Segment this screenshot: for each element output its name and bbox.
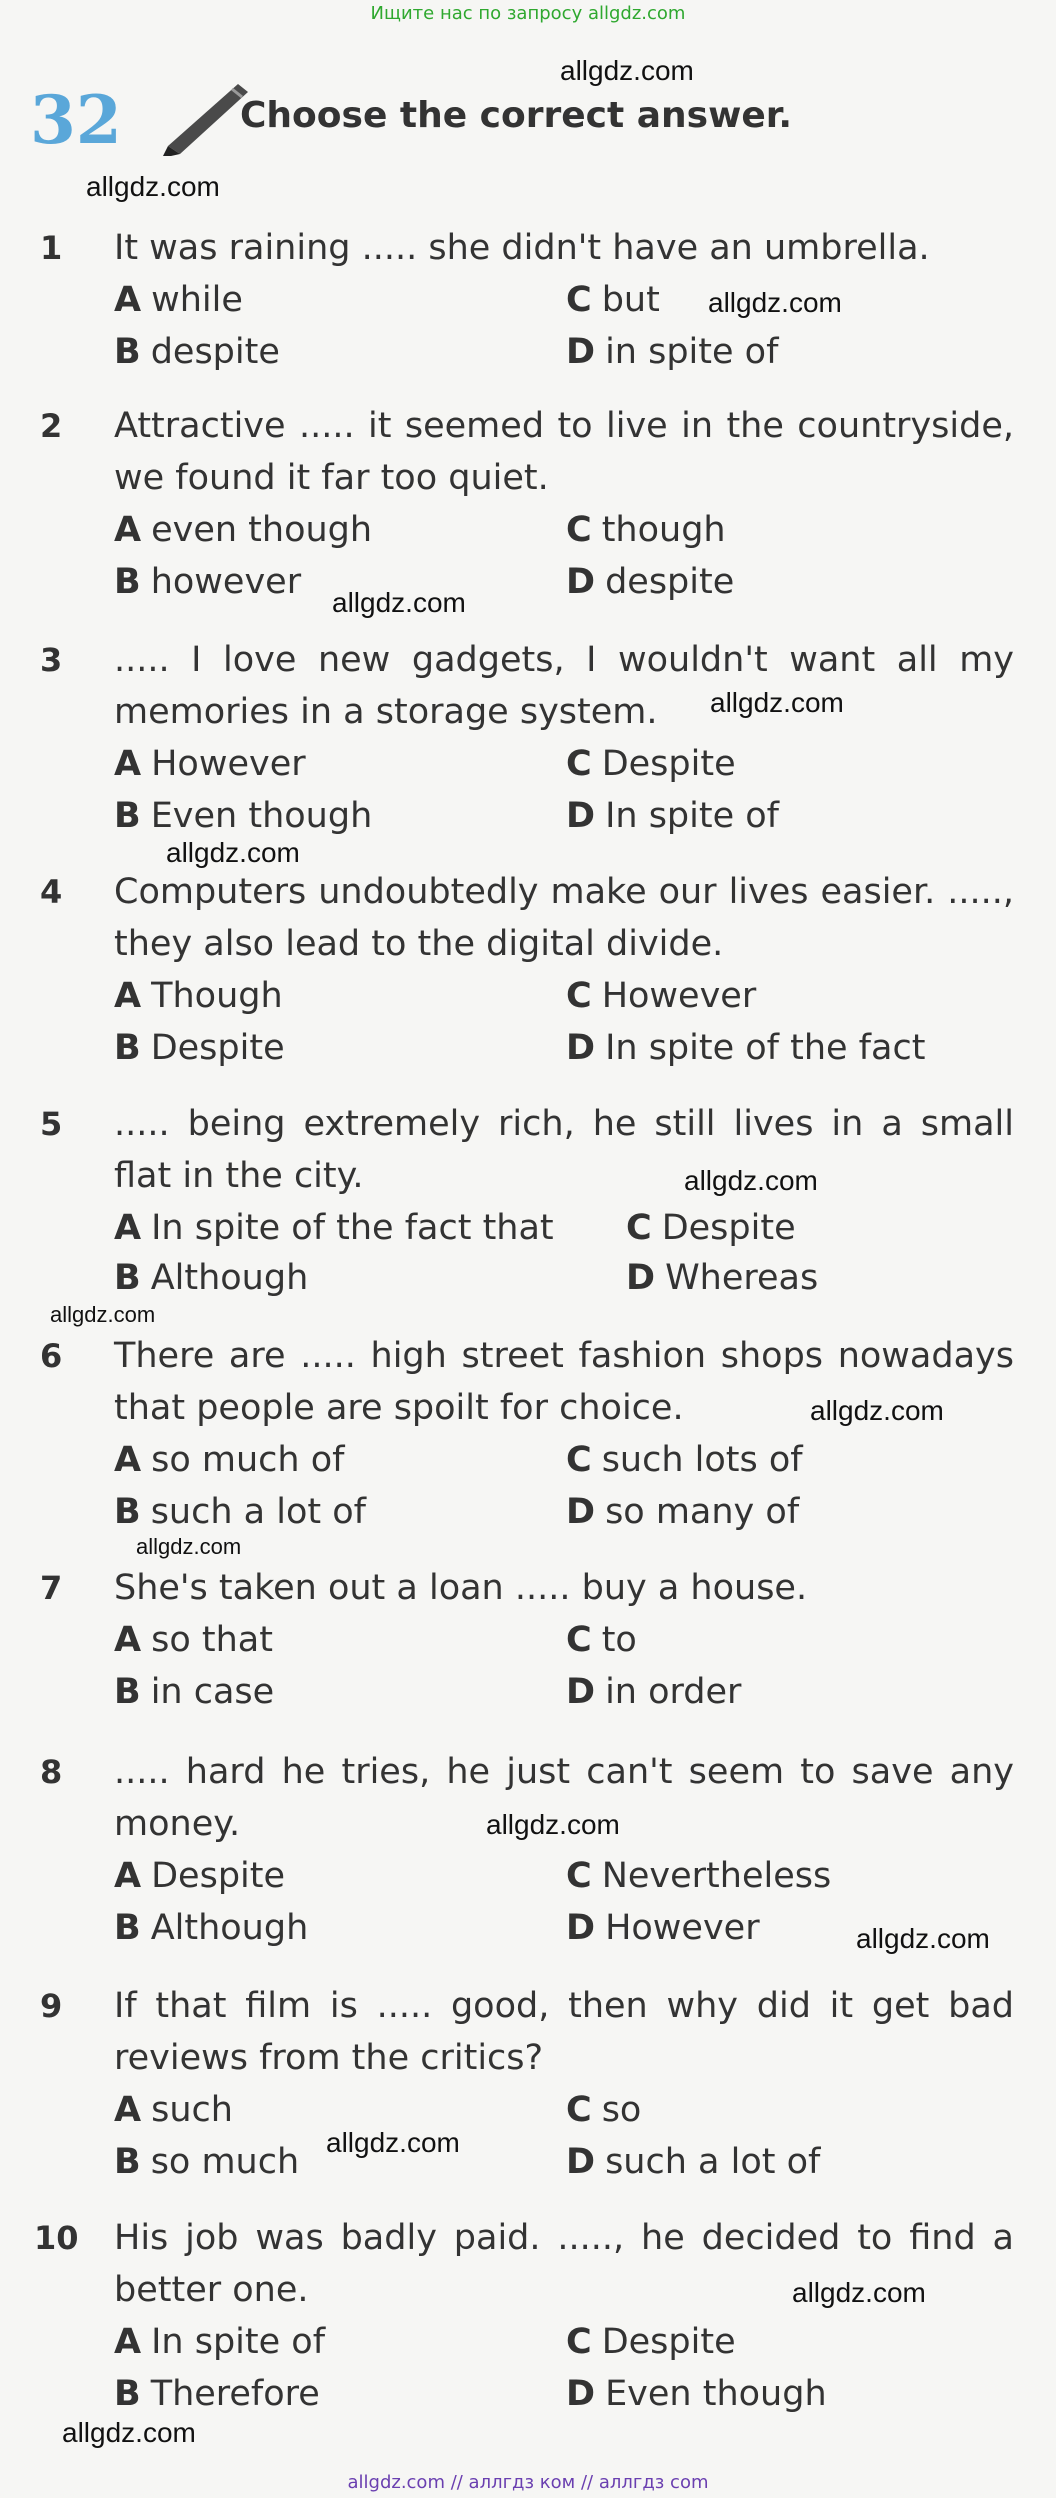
option-label: However xyxy=(601,976,757,1016)
watermark: allgdz.com xyxy=(332,587,466,618)
option-letter: A xyxy=(114,1856,142,1896)
watermark: allgdz.com xyxy=(166,837,300,868)
bottom-banner[interactable]: allgdz.com // аллгдз ком // аллгдз com xyxy=(347,2472,709,2493)
option-c[interactable] xyxy=(566,738,736,790)
option-a[interactable] xyxy=(114,1202,554,1254)
option-letter: D xyxy=(566,2374,596,2414)
option-b[interactable] xyxy=(114,2368,320,2420)
option-d[interactable] xyxy=(566,1666,741,1718)
option-label: In spite of the fact that xyxy=(151,1208,554,1248)
option-label: Even though xyxy=(150,796,373,836)
option-c[interactable] xyxy=(566,274,660,326)
option-c[interactable] xyxy=(626,1202,796,1254)
option-letter: B xyxy=(114,2374,141,2414)
option-letter: D xyxy=(566,796,596,836)
option-label: even though xyxy=(151,510,373,550)
option-label: Nevertheless xyxy=(601,1856,832,1896)
option-label: Although xyxy=(150,1258,309,1298)
watermark: allgdz.com xyxy=(486,1809,620,1840)
option-b[interactable] xyxy=(114,1902,308,1954)
option-letter: B xyxy=(114,1258,141,1298)
option-c[interactable] xyxy=(566,1434,803,1486)
option-d[interactable] xyxy=(566,326,778,378)
option-letter: B xyxy=(114,1672,141,1712)
watermark: allgdz.com xyxy=(136,1534,242,1559)
option-label: though xyxy=(601,510,726,550)
option-letter: A xyxy=(114,280,142,320)
option-c[interactable] xyxy=(566,504,726,556)
watermark: allgdz.com xyxy=(792,2277,926,2308)
option-b[interactable] xyxy=(114,790,372,842)
option-a[interactable] xyxy=(114,1614,273,1666)
exercise-number: 32 xyxy=(30,81,122,159)
watermark: allgdz.com xyxy=(326,2127,460,2158)
option-b[interactable] xyxy=(114,326,280,378)
option-d[interactable] xyxy=(566,1022,925,1074)
question-number: 6 xyxy=(40,1337,63,1375)
option-label: Although xyxy=(150,1908,309,1948)
option-letter: C xyxy=(566,2090,592,2130)
option-d[interactable] xyxy=(566,556,734,608)
option-letter: D xyxy=(566,1672,596,1712)
watermark: allgdz.com xyxy=(856,1923,990,1954)
option-letter: A xyxy=(114,1440,142,1480)
option-label: such a lot of xyxy=(150,1492,366,1532)
option-b[interactable] xyxy=(114,556,301,608)
option-label: Despite xyxy=(661,1208,796,1248)
option-label: so that xyxy=(151,1620,273,1660)
option-label: Despite xyxy=(151,1856,286,1896)
option-d[interactable] xyxy=(566,1486,799,1538)
option-d[interactable] xyxy=(566,790,779,842)
option-letter: C xyxy=(566,1440,592,1480)
watermark: allgdz.com xyxy=(86,171,220,202)
option-letter: B xyxy=(114,796,141,836)
option-c[interactable] xyxy=(566,1614,637,1666)
option-letter: A xyxy=(114,1620,142,1660)
option-letter: C xyxy=(566,280,592,320)
option-c[interactable] xyxy=(566,970,756,1022)
option-label: such xyxy=(151,2090,233,2130)
option-letter: A xyxy=(114,1208,142,1248)
option-c[interactable] xyxy=(566,1850,831,1902)
option-a[interactable] xyxy=(114,1434,344,1486)
question-number: 9 xyxy=(40,1987,63,2025)
option-letter: B xyxy=(114,2142,141,2182)
option-letter: B xyxy=(114,332,141,372)
watermark: allgdz.com xyxy=(560,55,694,86)
option-letter: C xyxy=(566,510,592,550)
option-letter: B xyxy=(114,1908,141,1948)
question-number: 7 xyxy=(40,1569,63,1607)
option-label: in case xyxy=(150,1672,275,1712)
question-number: 10 xyxy=(34,2219,79,2257)
option-letter: C xyxy=(626,1208,652,1248)
option-label: Whereas xyxy=(665,1258,819,1298)
option-letter: C xyxy=(566,1856,592,1896)
option-letter: A xyxy=(114,2322,142,2362)
option-label: In spite of the fact xyxy=(605,1028,926,1068)
question-text: ..... hard he tries, he just can't seem to save any money. xyxy=(114,1752,1014,1844)
watermark: allgdz.com xyxy=(684,1165,818,1196)
option-label: in order xyxy=(605,1672,742,1712)
question-text: Attractive ..... it seemed to live in the countryside, we found it far too quiet. xyxy=(114,406,1014,498)
option-letter: D xyxy=(566,1492,596,1532)
option-d[interactable] xyxy=(566,2136,820,2188)
question-number: 5 xyxy=(40,1105,63,1143)
option-label: In spite of xyxy=(151,2322,326,2362)
option-a[interactable] xyxy=(114,1850,285,1902)
option-label: so much of xyxy=(151,1440,345,1480)
option-letter: D xyxy=(566,562,596,602)
option-letter: D xyxy=(566,1028,596,1068)
option-label: however xyxy=(150,562,302,602)
option-letter: A xyxy=(114,744,142,784)
option-label: such lots of xyxy=(601,1440,803,1480)
watermark: allgdz.com xyxy=(50,1302,156,1327)
option-label: so xyxy=(601,2090,642,2130)
option-a[interactable] xyxy=(114,504,372,556)
option-label: Despite xyxy=(601,2322,736,2362)
option-label: so many of xyxy=(605,1492,800,1532)
option-letter: B xyxy=(114,1028,141,1068)
option-label: In spite of xyxy=(605,796,779,836)
option-b[interactable] xyxy=(114,2136,299,2188)
option-letter: B xyxy=(114,1492,141,1532)
option-letter: D xyxy=(566,1908,596,1948)
question-text: There are ..... high street fashion shops nowadays that people are spoilt for choice. xyxy=(114,1336,1014,1428)
question-text: If that film is ..... good, then why did it get bad reviews from the critics? xyxy=(114,1986,1014,2078)
watermark: allgdz.com xyxy=(708,287,842,318)
option-a[interactable] xyxy=(114,274,243,326)
question-number: 1 xyxy=(40,229,63,267)
option-label: Though xyxy=(151,976,283,1016)
question-text: ..... I love new gadgets, I wouldn't want all my memories in a storage system. xyxy=(114,640,1014,732)
option-b[interactable] xyxy=(114,1252,308,1304)
option-letter: D xyxy=(566,332,596,372)
option-label: However xyxy=(151,744,306,784)
option-label: despite xyxy=(150,332,280,372)
question-text: It was raining ..... she didn't have an umbrella. xyxy=(114,228,930,268)
question-text: ..... being extremely rich, he still lives in a small flat in the city. xyxy=(114,1104,1014,1196)
question-number: 8 xyxy=(40,1753,63,1791)
option-d[interactable] xyxy=(566,1902,760,1954)
option-letter: C xyxy=(566,2322,592,2362)
question-number: 3 xyxy=(40,641,63,679)
option-c[interactable] xyxy=(566,2084,641,2136)
option-label: such a lot of xyxy=(605,2142,821,2182)
option-b[interactable] xyxy=(114,1666,274,1718)
exercise-header xyxy=(30,80,1030,160)
option-label: to xyxy=(601,1620,637,1660)
question-text: Computers undoubtedly make our lives easier. ....., they also lead to the digital divide. xyxy=(114,872,1014,964)
option-label: but xyxy=(601,280,660,320)
option-letter: C xyxy=(566,744,592,784)
exercise-title: Choose the correct answer. xyxy=(240,95,793,136)
option-label: Even though xyxy=(605,2374,827,2414)
option-c[interactable] xyxy=(566,2316,736,2368)
option-label: in spite of xyxy=(605,332,779,372)
watermark: allgdz.com xyxy=(710,687,844,718)
option-letter: A xyxy=(114,2090,142,2130)
option-letter: A xyxy=(114,510,142,550)
watermark: allgdz.com xyxy=(810,1395,944,1426)
option-letter: D xyxy=(626,1258,656,1298)
question-text: His job was badly paid. ....., he decided to find a better one. xyxy=(114,2218,1014,2310)
option-label: Therefore xyxy=(150,2374,320,2414)
option-letter: D xyxy=(566,2142,596,2182)
option-a[interactable] xyxy=(114,738,306,790)
option-letter: B xyxy=(114,562,141,602)
watermark: allgdz.com xyxy=(62,2417,196,2448)
option-d[interactable] xyxy=(626,1252,818,1304)
question-number: 2 xyxy=(40,407,63,445)
option-label: Despite xyxy=(601,744,736,784)
option-a[interactable] xyxy=(114,2084,233,2136)
top-banner[interactable]: Ищите нас по запросу allgdz.com xyxy=(370,3,686,24)
option-label: while xyxy=(151,280,243,320)
option-a[interactable] xyxy=(114,970,283,1022)
option-label: despite xyxy=(605,562,735,602)
option-letter: A xyxy=(114,976,142,1016)
option-label: Despite xyxy=(150,1028,285,1068)
option-d[interactable] xyxy=(566,2368,827,2420)
option-a[interactable] xyxy=(114,2316,325,2368)
option-label: so much xyxy=(150,2142,300,2182)
option-letter: C xyxy=(566,976,592,1016)
question-number: 4 xyxy=(40,873,63,911)
option-label: However xyxy=(605,1908,760,1948)
option-letter: C xyxy=(566,1620,592,1660)
question-text: She's taken out a loan ..... buy a house. xyxy=(114,1568,808,1608)
option-b[interactable] xyxy=(114,1022,285,1074)
